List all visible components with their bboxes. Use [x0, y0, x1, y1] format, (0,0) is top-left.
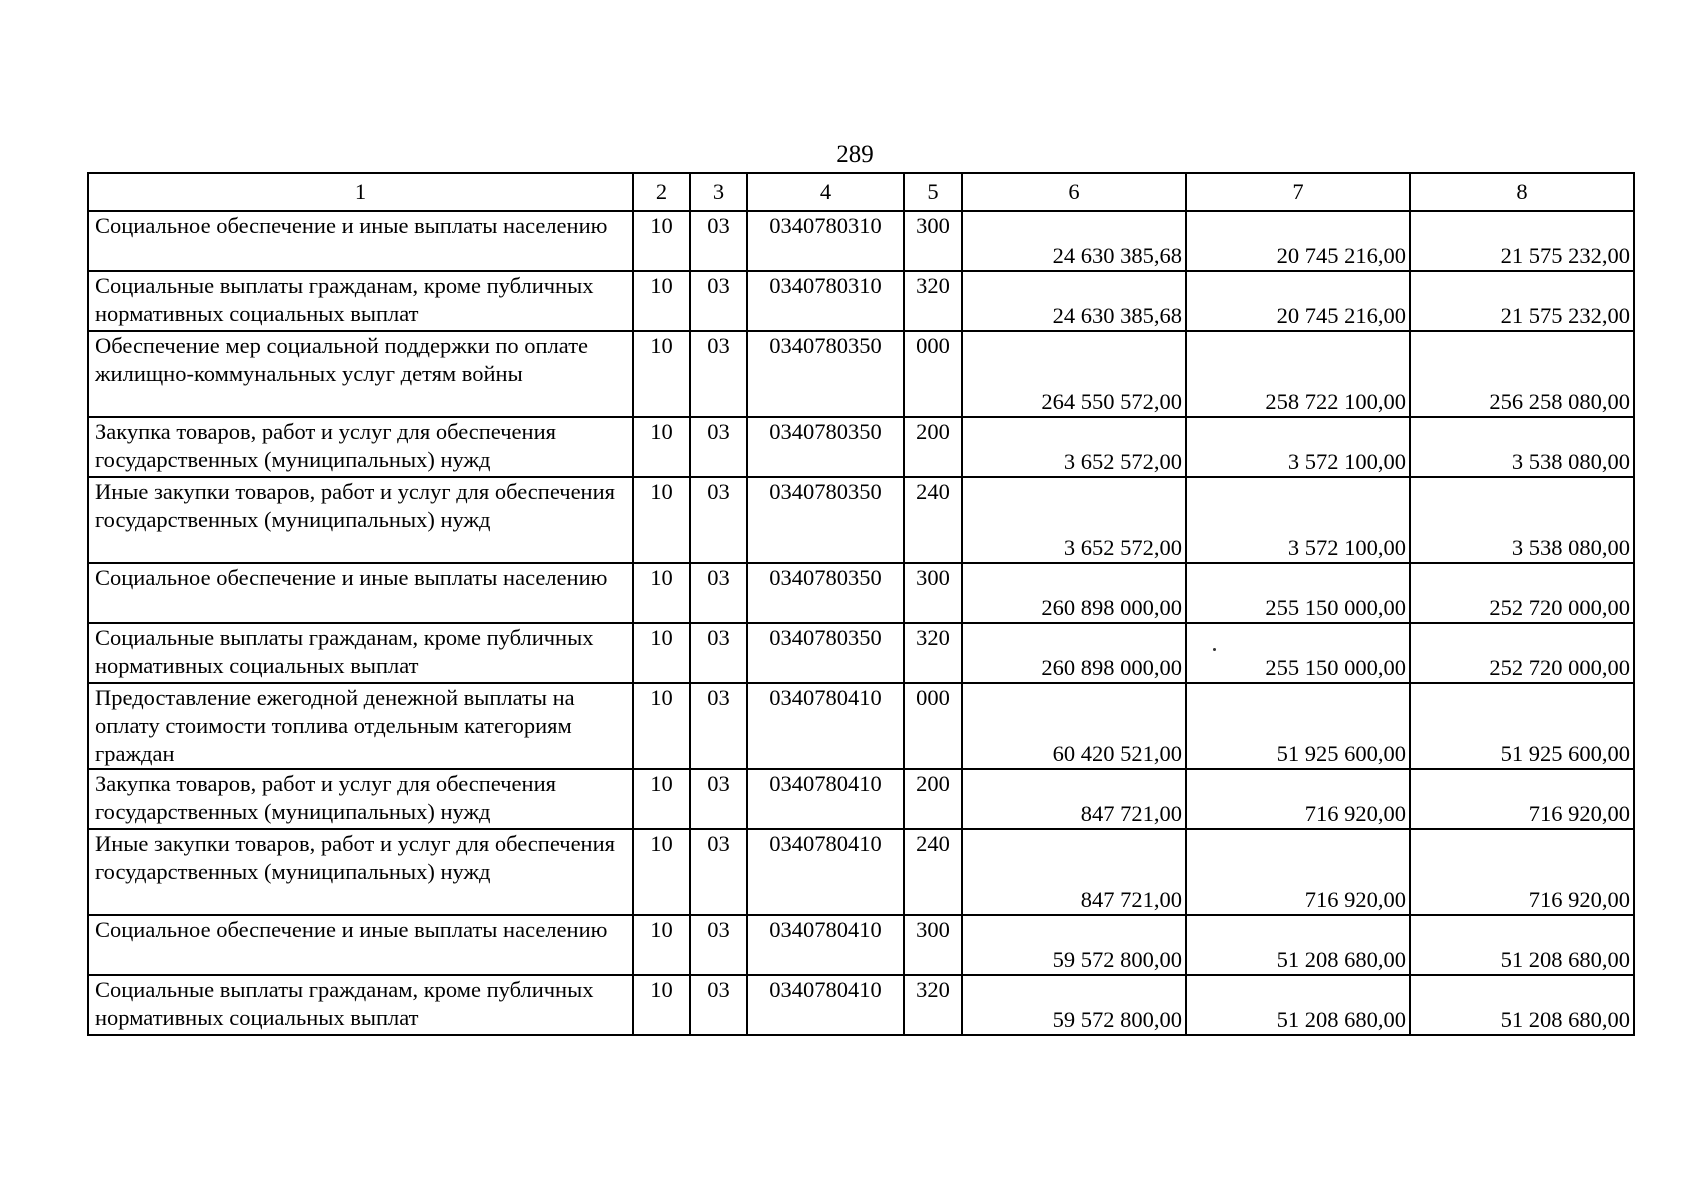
- section-code-cell: 10: [633, 623, 690, 683]
- expense-type-cell: 300: [904, 211, 962, 271]
- expense-type-cell: 200: [904, 769, 962, 829]
- header-cell: 4: [747, 173, 904, 211]
- subsection-code-cell: 03: [690, 563, 747, 623]
- item-name-cell: Иные закупки товаров, работ и услуг для обеспечения государственных (муниципальных) нужд: [88, 477, 633, 563]
- expense-type-cell: 300: [904, 563, 962, 623]
- scan-speck: [1213, 648, 1216, 651]
- table-row: [88, 417, 1634, 477]
- amount-col6-cell: 60 420 521,00: [962, 683, 1186, 769]
- section-code-cell: 10: [633, 829, 690, 915]
- header-cell: 1: [88, 173, 633, 211]
- amount-col8-cell: 3 538 080,00: [1410, 417, 1634, 477]
- expense-type-cell: 200: [904, 417, 962, 477]
- table-header-row: [88, 173, 1634, 211]
- target-article-cell: 0340780410: [747, 829, 904, 915]
- amount-col6-cell: 59 572 800,00: [962, 915, 1186, 975]
- expense-type-cell: 000: [904, 331, 962, 417]
- target-article-cell: 0340780350: [747, 477, 904, 563]
- amount-col8-cell: 252 720 000,00: [1410, 563, 1634, 623]
- target-article-cell: 0340780310: [747, 211, 904, 271]
- amount-col6-cell: 260 898 000,00: [962, 623, 1186, 683]
- amount-col8-cell: 716 920,00: [1410, 829, 1634, 915]
- expense-type-cell: 240: [904, 477, 962, 563]
- amount-col7-cell: 3 572 100,00: [1186, 477, 1410, 563]
- section-code-cell: 10: [633, 331, 690, 417]
- table-row: [88, 829, 1634, 915]
- subsection-code-cell: 03: [690, 769, 747, 829]
- amount-col8-cell: 51 208 680,00: [1410, 915, 1634, 975]
- table-row: [88, 915, 1634, 975]
- amount-col8-cell: 21 575 232,00: [1410, 271, 1634, 331]
- amount-col8-cell: 256 258 080,00: [1410, 331, 1634, 417]
- amount-col6-cell: 3 652 572,00: [962, 417, 1186, 477]
- amount-col8-cell: 51 925 600,00: [1410, 683, 1634, 769]
- expense-type-cell: 000: [904, 683, 962, 769]
- item-name-cell: Социальное обеспечение и иные выплаты населению: [88, 915, 633, 975]
- target-article-cell: 0340780310: [747, 271, 904, 331]
- table-row: [88, 683, 1634, 769]
- item-name-cell: Социальные выплаты гражданам, кроме публичных нормативных социальных выплат: [88, 623, 633, 683]
- target-article-cell: 0340780410: [747, 975, 904, 1035]
- amount-col6-cell: 260 898 000,00: [962, 563, 1186, 623]
- table-row: [88, 975, 1634, 1035]
- item-name-cell: Закупка товаров, работ и услуг для обеспечения государственных (муниципальных) нужд: [88, 769, 633, 829]
- amount-col6-cell: 3 652 572,00: [962, 477, 1186, 563]
- section-code-cell: 10: [633, 683, 690, 769]
- header-cell: 8: [1410, 173, 1634, 211]
- amount-col7-cell: 51 208 680,00: [1186, 915, 1410, 975]
- section-code-cell: 10: [633, 417, 690, 477]
- amount-col6-cell: 847 721,00: [962, 829, 1186, 915]
- amount-col6-cell: 264 550 572,00: [962, 331, 1186, 417]
- item-name-cell: Предоставление ежегодной денежной выплаты на оплату стоимости топлива отдельным категориям граждан: [88, 683, 633, 769]
- target-article-cell: 0340780350: [747, 331, 904, 417]
- amount-col7-cell: 255 150 000,00: [1186, 563, 1410, 623]
- item-name-cell: Обеспечение мер социальной поддержки по оплате жилищно-коммунальных услуг детям войны: [88, 331, 633, 417]
- header-cell: 5: [904, 173, 962, 211]
- item-name-cell: Социальные выплаты гражданам, кроме публичных нормативных социальных выплат: [88, 271, 633, 331]
- amount-col6-cell: 847 721,00: [962, 769, 1186, 829]
- item-name-cell: Социальное обеспечение и иные выплаты населению: [88, 563, 633, 623]
- table-row: [88, 331, 1634, 417]
- subsection-code-cell: 03: [690, 975, 747, 1035]
- item-name-cell: Закупка товаров, работ и услуг для обеспечения государственных (муниципальных) нужд: [88, 417, 633, 477]
- budget-table: [87, 172, 1635, 1036]
- amount-col7-cell: 255 150 000,00: [1186, 623, 1410, 683]
- amount-col7-cell: 716 920,00: [1186, 829, 1410, 915]
- table-row: [88, 769, 1634, 829]
- section-code-cell: 10: [633, 271, 690, 331]
- item-name-cell: Социальное обеспечение и иные выплаты населению: [88, 211, 633, 271]
- amount-col8-cell: 716 920,00: [1410, 769, 1634, 829]
- target-article-cell: 0340780350: [747, 623, 904, 683]
- amount-col6-cell: 59 572 800,00: [962, 975, 1186, 1035]
- amount-col8-cell: 252 720 000,00: [1410, 623, 1634, 683]
- amount-col7-cell: 51 925 600,00: [1186, 683, 1410, 769]
- table-row: [88, 271, 1634, 331]
- header-cell: 3: [690, 173, 747, 211]
- target-article-cell: 0340780410: [747, 915, 904, 975]
- subsection-code-cell: 03: [690, 683, 747, 769]
- page-number: 289: [836, 141, 874, 168]
- subsection-code-cell: 03: [690, 331, 747, 417]
- expense-type-cell: 240: [904, 829, 962, 915]
- subsection-code-cell: 03: [690, 417, 747, 477]
- item-name-cell: Социальные выплаты гражданам, кроме публичных нормативных социальных выплат: [88, 975, 633, 1035]
- header-cell: 6: [962, 173, 1186, 211]
- subsection-code-cell: 03: [690, 271, 747, 331]
- subsection-code-cell: 03: [690, 915, 747, 975]
- subsection-code-cell: 03: [690, 211, 747, 271]
- subsection-code-cell: 03: [690, 477, 747, 563]
- target-article-cell: 0340780350: [747, 417, 904, 477]
- expense-type-cell: 300: [904, 915, 962, 975]
- amount-col6-cell: 24 630 385,68: [962, 271, 1186, 331]
- header-cell: 7: [1186, 173, 1410, 211]
- table-row: [88, 477, 1634, 563]
- target-article-cell: 0340780350: [747, 563, 904, 623]
- subsection-code-cell: 03: [690, 623, 747, 683]
- amount-col8-cell: 21 575 232,00: [1410, 211, 1634, 271]
- section-code-cell: 10: [633, 769, 690, 829]
- expense-type-cell: 320: [904, 271, 962, 331]
- target-article-cell: 0340780410: [747, 683, 904, 769]
- table-row: [88, 623, 1634, 683]
- section-code-cell: 10: [633, 915, 690, 975]
- section-code-cell: 10: [633, 975, 690, 1035]
- table-row: [88, 211, 1634, 271]
- section-code-cell: 10: [633, 563, 690, 623]
- amount-col8-cell: 51 208 680,00: [1410, 975, 1634, 1035]
- expense-type-cell: 320: [904, 975, 962, 1035]
- section-code-cell: 10: [633, 211, 690, 271]
- item-name-cell: Иные закупки товаров, работ и услуг для обеспечения государственных (муниципальных) нужд: [88, 829, 633, 915]
- header-cell: 2: [633, 173, 690, 211]
- subsection-code-cell: 03: [690, 829, 747, 915]
- amount-col7-cell: 258 722 100,00: [1186, 331, 1410, 417]
- table-row: [88, 563, 1634, 623]
- section-code-cell: 10: [633, 477, 690, 563]
- amount-col7-cell: 716 920,00: [1186, 769, 1410, 829]
- amount-col7-cell: 20 745 216,00: [1186, 211, 1410, 271]
- expense-type-cell: 320: [904, 623, 962, 683]
- amount-col8-cell: 3 538 080,00: [1410, 477, 1634, 563]
- amount-col7-cell: 3 572 100,00: [1186, 417, 1410, 477]
- amount-col6-cell: 24 630 385,68: [962, 211, 1186, 271]
- target-article-cell: 0340780410: [747, 769, 904, 829]
- amount-col7-cell: 51 208 680,00: [1186, 975, 1410, 1035]
- amount-col7-cell: 20 745 216,00: [1186, 271, 1410, 331]
